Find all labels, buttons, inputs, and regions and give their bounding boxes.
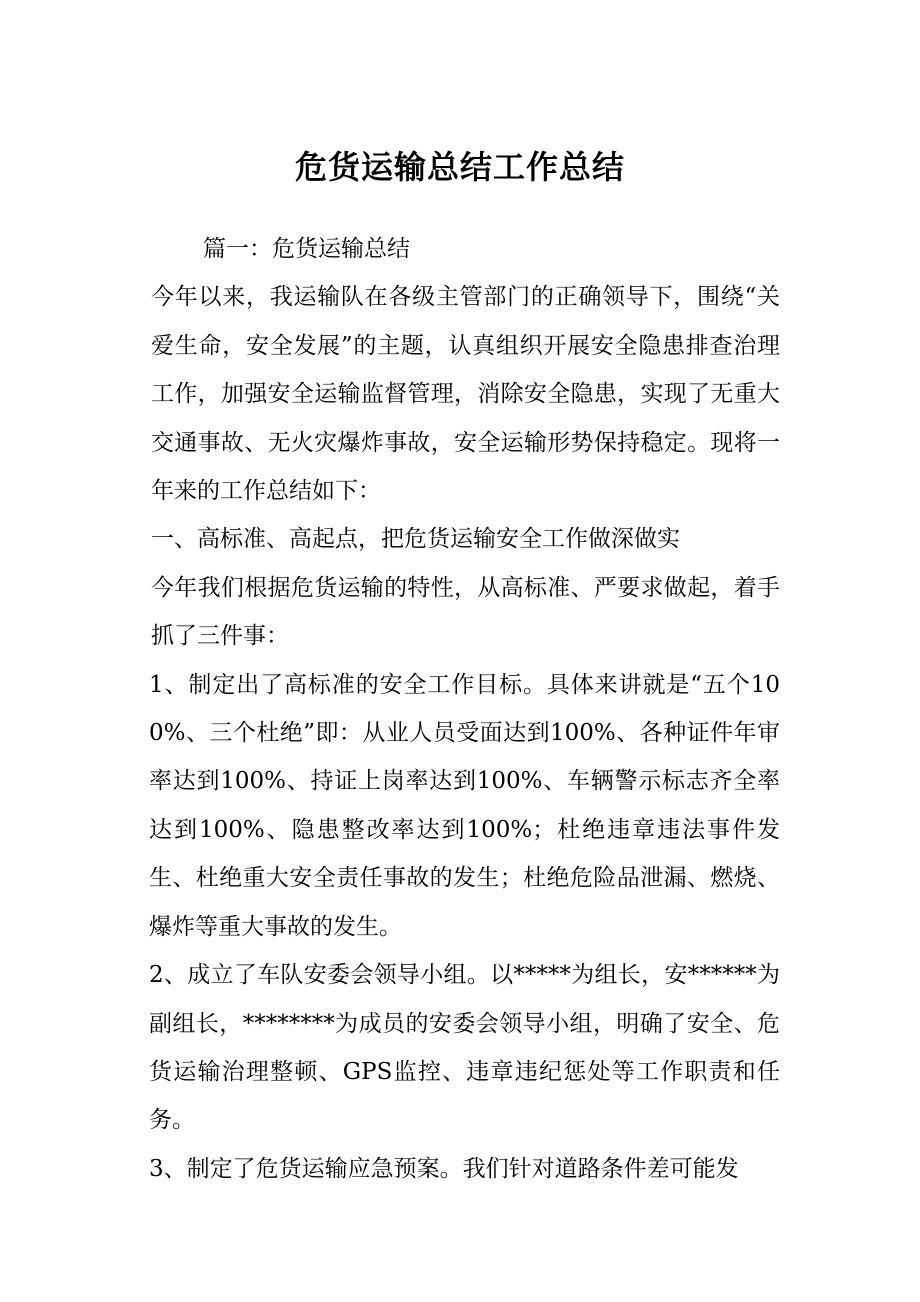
paragraph-intro: 今年以来，我运输队在各级主管部门的正确领导下，围绕“关爱生命，安全发展”的主题，认真组织开展安全隐患排查治理工作，加强安全运输监督管理，消除安全隐患，实现了无重大交通事故、无火灾爆炸事故，安全运输形势保持稳定。现将一年来的工作总结如下： [151, 284, 780, 505]
paragraph-item-2: 2、成立了车队安委会领导小组。以*****为组长，安******为副组长，********为成员的安委会领导小组，明确了安全、危货运输治理整顿、GPS监控、违章违纪惩处等工作职责和任务。 [149, 962, 780, 1134]
section-subtitle: 篇一：危货运输总结 [203, 236, 410, 262]
paragraph-item-3: 3、制定了危货运输应急预案。我们针对道路条件差可能发 [149, 1155, 739, 1182]
document-title: 危货运输总结工作总结 [294, 148, 625, 186]
section-heading-1: 一、高标准、高起点，把危货运输安全工作做深做实 [151, 526, 680, 553]
document-body [139, 225, 780, 1193]
paragraph-section-1-intro: 今年我们根据危货运输的特性，从高标准、严要求做起，着手抓了三件事： [151, 574, 780, 650]
paragraph-item-1: 1、制定出了高标准的安全工作目标。具体来讲就是“五个100%、三个杜绝”即：从业人员受面达到100%、各种证件年审率达到100%、持证上岗率达到100%、车辆警示标志齐全率达到100%、隐患整改率达到100%；杜绝违章违法事件发生、杜绝重大安全责任事故的发生；杜绝危险品泄漏、燃烧、爆炸等重大事故的发生。 [149, 671, 780, 940]
